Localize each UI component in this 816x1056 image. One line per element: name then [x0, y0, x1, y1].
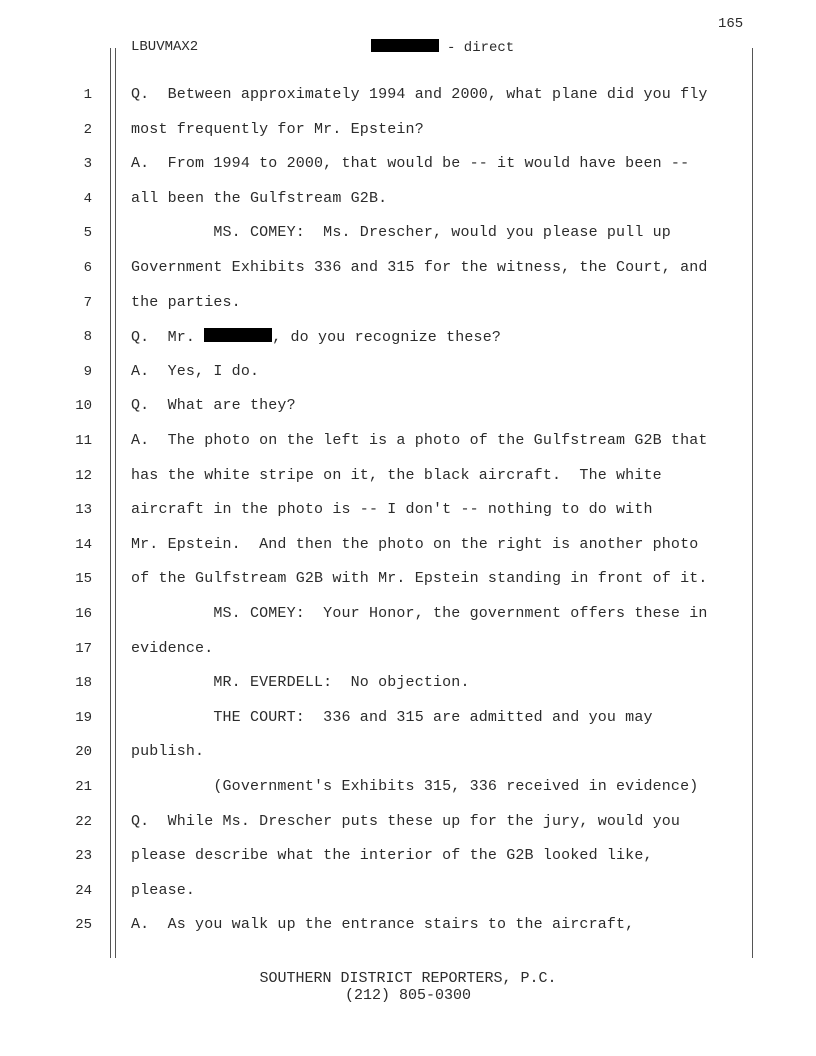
line-text-segment: A. As you walk up the entrance stairs to the aircraft,: [131, 916, 635, 933]
line-text-segment: Mr. Epstein. And then the photo on the right is another photo: [131, 536, 699, 553]
line-number: 25: [75, 917, 92, 933]
line-number: 3: [83, 156, 92, 172]
transcript-line: [131, 467, 662, 484]
line-text-segment: has the white stripe on it, the black aircraft. The white: [131, 467, 662, 484]
line-number: 2: [83, 122, 92, 138]
transcript-line: [131, 501, 653, 518]
line-text-segment: MS. COMEY: Your Honor, the government offers these in: [131, 605, 708, 622]
line-number: 15: [75, 571, 92, 587]
transcript-line: [131, 536, 698, 553]
line-text-segment: Q. What are they?: [131, 397, 296, 414]
line-text-segment: Government Exhibits 336 and 315 for the witness, the Court, and: [131, 259, 708, 276]
header-code: LBUVMAX2: [131, 39, 199, 55]
header-witness: [371, 39, 514, 56]
line-text-segment: the parties.: [131, 294, 241, 311]
transcript-line: [131, 605, 708, 622]
transcript-line: [131, 224, 671, 241]
line-text-segment: evidence.: [131, 640, 214, 657]
line-number: 5: [83, 225, 92, 241]
line-text-segment: Q. While Ms. Drescher puts these up for the jury, would you: [131, 813, 681, 830]
redaction-box: [371, 39, 439, 52]
transcript-line: [131, 916, 634, 933]
line-number: 22: [75, 814, 92, 830]
transcript-line: [131, 570, 708, 587]
line-number: 23: [75, 848, 92, 864]
line-text-segment: , do you recognize these?: [272, 329, 502, 346]
header-suffix: - direct: [447, 40, 515, 56]
transcript-line: [131, 432, 708, 449]
transcript-line: [131, 294, 241, 311]
transcript-line: [131, 640, 213, 657]
transcript-line: [131, 121, 424, 138]
line-number: 20: [75, 744, 92, 760]
line-number: 12: [75, 468, 92, 484]
transcript-line: [131, 259, 708, 276]
line-number: 13: [75, 502, 92, 518]
line-text-segment: A. Yes, I do.: [131, 363, 260, 380]
line-text-segment: aircraft in the photo is -- I don't -- nothing to do with: [131, 501, 653, 518]
line-number: 17: [75, 641, 92, 657]
footer-reporter: SOUTHERN DISTRICT REPORTERS, P.C.: [259, 970, 557, 987]
footer-phone: (212) 805-0300: [344, 987, 472, 1004]
line-text-segment: Q. Mr.: [131, 329, 205, 346]
transcript-line: [131, 882, 195, 899]
line-number: 10: [75, 398, 92, 414]
line-text-segment: publish.: [131, 743, 205, 760]
transcript-line: [131, 155, 689, 172]
line-number: 7: [83, 295, 92, 311]
line-number: 19: [75, 710, 92, 726]
line-number: 14: [75, 537, 92, 553]
line-number: 16: [75, 606, 92, 622]
transcript-line: [131, 363, 259, 380]
transcript-line: [131, 743, 204, 760]
transcript-line: [131, 328, 501, 346]
transcript-line: [131, 709, 653, 726]
redaction-box: [204, 328, 272, 342]
left-margin-rule-inner: [115, 48, 116, 958]
transcript-line: [131, 778, 698, 795]
transcript-line: [131, 190, 387, 207]
line-number: 24: [75, 883, 92, 899]
line-text-segment: most frequently for Mr. Epstein?: [131, 121, 424, 138]
line-number: 21: [75, 779, 92, 795]
line-number: 11: [75, 433, 92, 449]
line-number: 18: [75, 675, 92, 691]
line-text-segment: MS. COMEY: Ms. Drescher, would you please pull up: [131, 224, 671, 241]
line-text-segment: THE COURT: 336 and 315 are admitted and you may: [131, 709, 653, 726]
line-text-segment: Q. Between approximately 1994 and 2000, what plane did you fly: [131, 86, 708, 103]
transcript-line: [131, 813, 680, 830]
transcript-line: [131, 397, 296, 414]
line-text-segment: all been the Gulfstream G2B.: [131, 190, 388, 207]
transcript-line: [131, 847, 653, 864]
transcript-line: [131, 674, 470, 691]
page-number: 165: [718, 16, 744, 32]
line-text-segment: please describe what the interior of the G2B looked like,: [131, 847, 653, 864]
line-text-segment: A. The photo on the left is a photo of the Gulfstream G2B that: [131, 432, 708, 449]
left-margin-rule-outer: [110, 48, 111, 958]
line-text-segment: please.: [131, 882, 196, 899]
line-number: 4: [83, 191, 92, 207]
line-text-segment: (Government's Exhibits 315, 336 received in evidence): [131, 778, 699, 795]
line-number: 9: [83, 364, 92, 380]
right-margin-rule: [752, 48, 753, 958]
line-text-segment: A. From 1994 to 2000, that would be -- it would have been --: [131, 155, 690, 172]
line-text-segment: of the Gulfstream G2B with Mr. Epstein standing in front of it.: [131, 570, 708, 587]
line-number: 6: [83, 260, 92, 276]
line-number: 1: [83, 87, 92, 103]
line-number: 8: [83, 329, 92, 345]
transcript-line: [131, 86, 708, 103]
line-text-segment: MR. EVERDELL: No objection.: [131, 674, 470, 691]
